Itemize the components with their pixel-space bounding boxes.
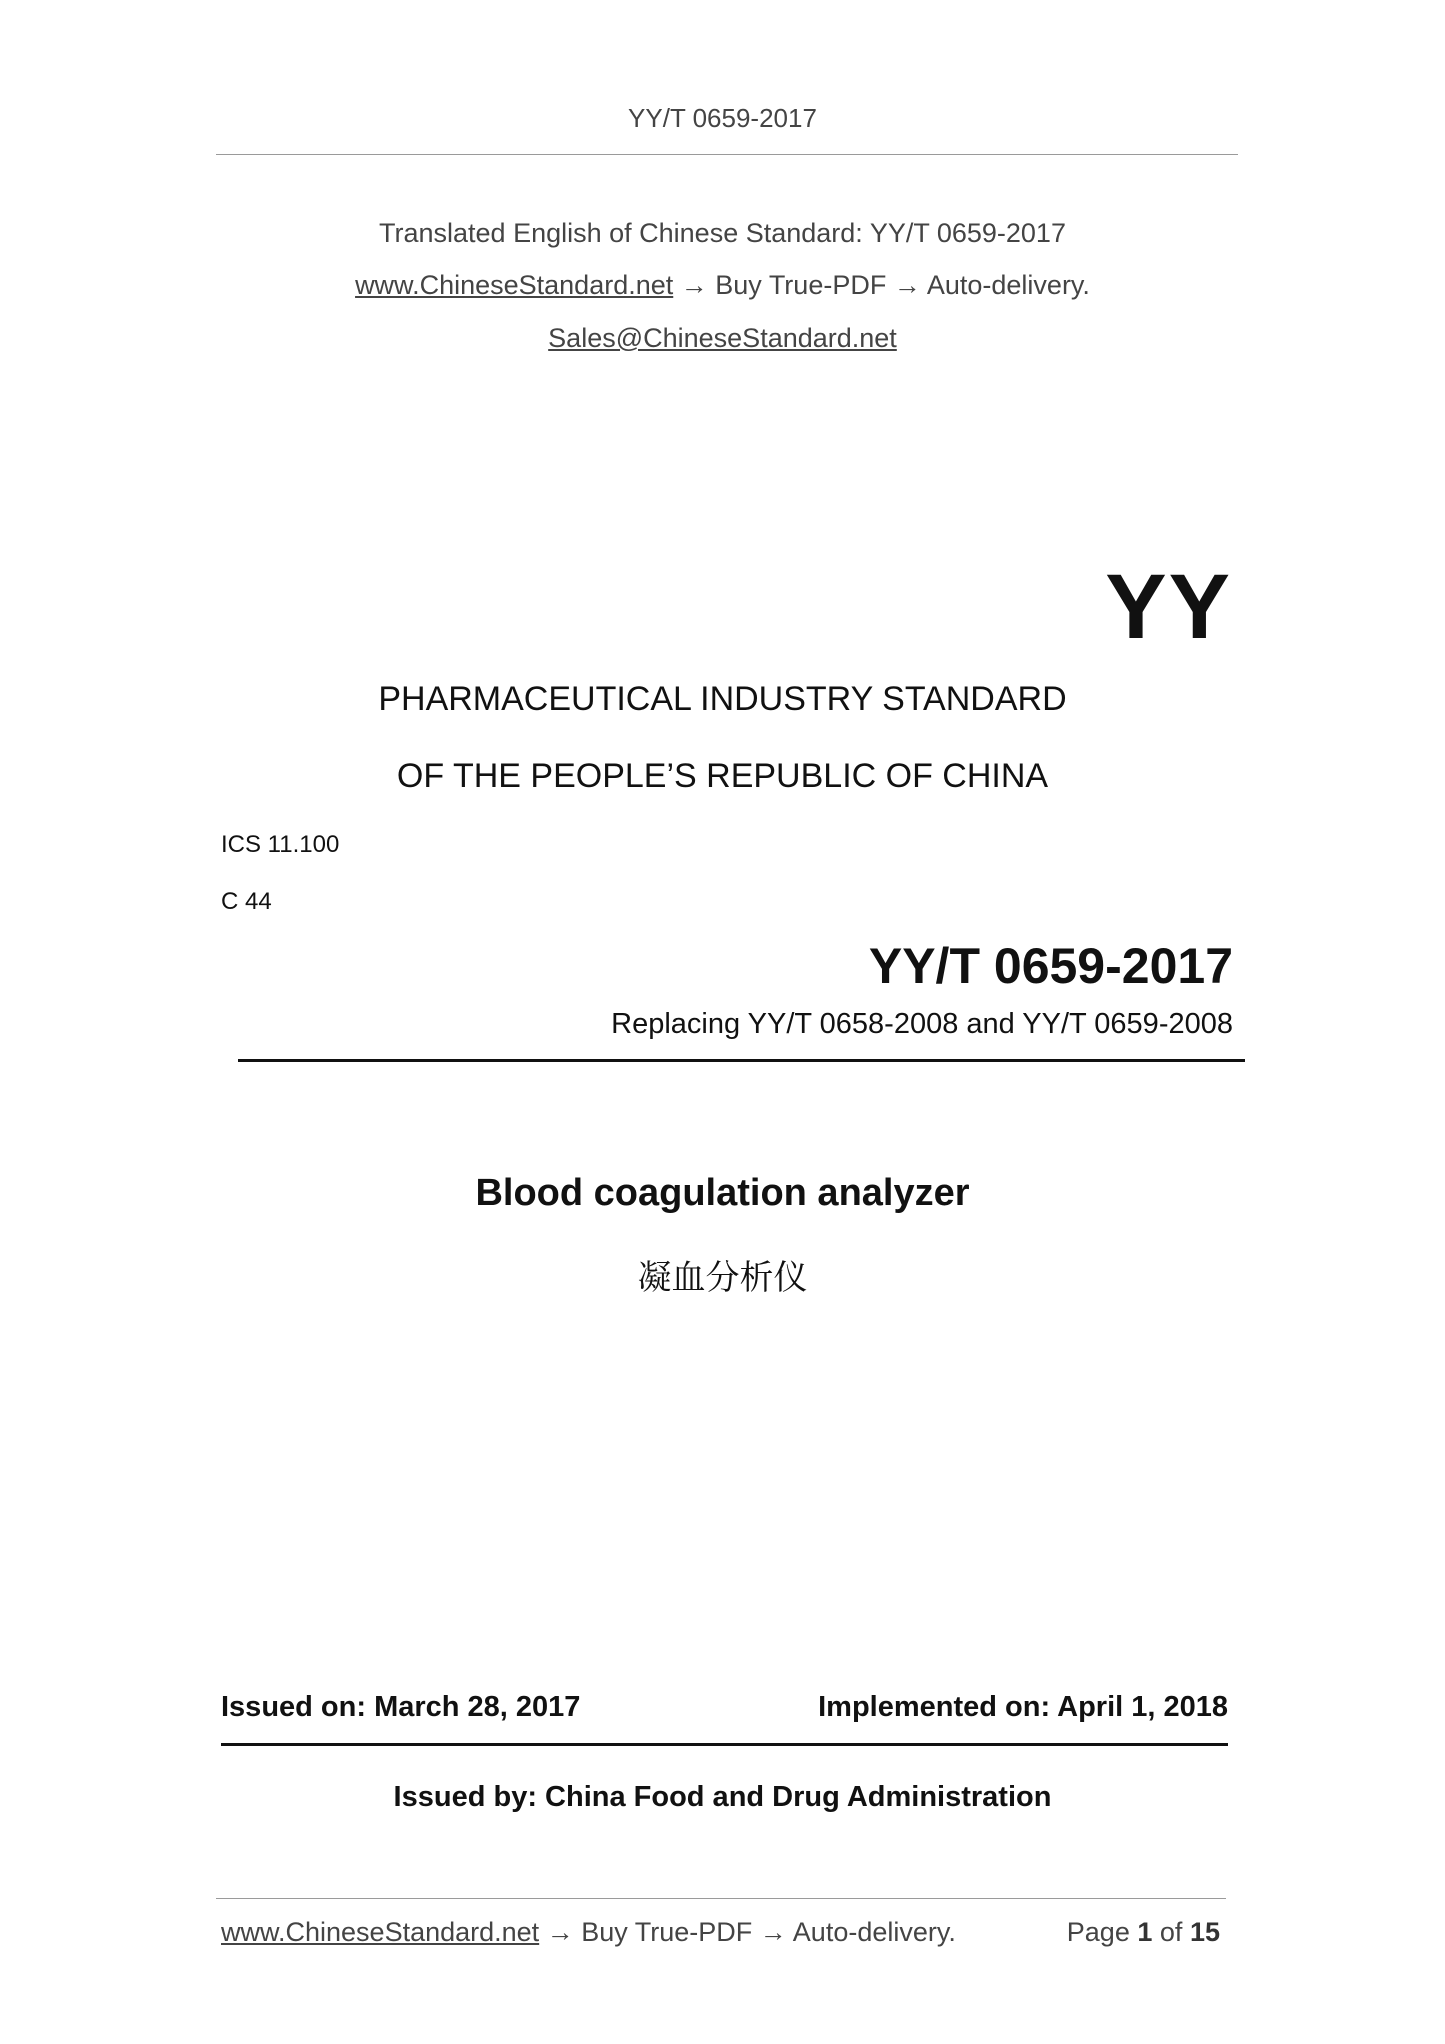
implemented-on-date: Implemented on: April 1, 2018 <box>818 1691 1228 1723</box>
arrow-right-icon: → <box>893 270 921 300</box>
running-header: YY/T 0659-2017 <box>628 103 817 133</box>
category-code: YY <box>1105 556 1232 658</box>
delivery-text: Auto-delivery. <box>926 270 1090 300</box>
page-current: 1 <box>1137 1917 1153 1947</box>
buy-text: Buy True-PDF <box>715 270 887 300</box>
issued-by: Issued by: China Food and Drug Administration <box>393 1781 1052 1813</box>
issued-on-date: Issued on: March 28, 2017 <box>221 1691 581 1723</box>
title-divider <box>238 1059 1245 1062</box>
arrow-right-icon: → <box>759 1917 787 1947</box>
footer-divider <box>216 1898 1226 1899</box>
title-chinese: 凝血分析仪 <box>637 1259 808 1297</box>
title-english: Blood coagulation analyzer <box>475 1172 970 1214</box>
footer-promo <box>221 1917 956 1948</box>
sales-email-link[interactable]: Sales@ChineseStandard.net <box>548 323 897 353</box>
promo-line <box>0 270 1445 301</box>
page-total: 15 <box>1189 1917 1220 1947</box>
organization-line-1: PHARMACEUTICAL INDUSTRY STANDARD <box>378 680 1067 718</box>
organization-line-2: OF THE PEOPLE’S REPUBLIC OF CHINA <box>396 757 1049 795</box>
arrow-right-icon: → <box>546 1917 574 1947</box>
header-divider <box>216 154 1238 155</box>
ics-code: ICS 11.100 <box>221 831 340 858</box>
date-divider <box>221 1743 1228 1746</box>
site-link[interactable]: www.ChineseStandard.net <box>355 270 674 300</box>
page-of: of <box>1159 1917 1183 1947</box>
footer-delivery-text: Auto-delivery. <box>792 1917 956 1947</box>
sales-line <box>0 323 1445 354</box>
standard-number: YY/T 0659-2017 <box>868 938 1233 994</box>
translation-note: Translated English of Chinese Standard: YY/T 0659-2017 <box>379 218 1066 248</box>
ccs-code: C 44 <box>221 888 272 915</box>
footer-buy-text: Buy True-PDF <box>581 1917 753 1947</box>
page-label: Page <box>1066 1917 1130 1947</box>
page-indicator <box>1067 1917 1220 1948</box>
footer-site-link[interactable]: www.ChineseStandard.net <box>221 1917 540 1947</box>
replacing-note: Replacing YY/T 0658-2008 and YY/T 0659-2008 <box>611 1008 1233 1040</box>
arrow-right-icon: → <box>680 270 708 300</box>
